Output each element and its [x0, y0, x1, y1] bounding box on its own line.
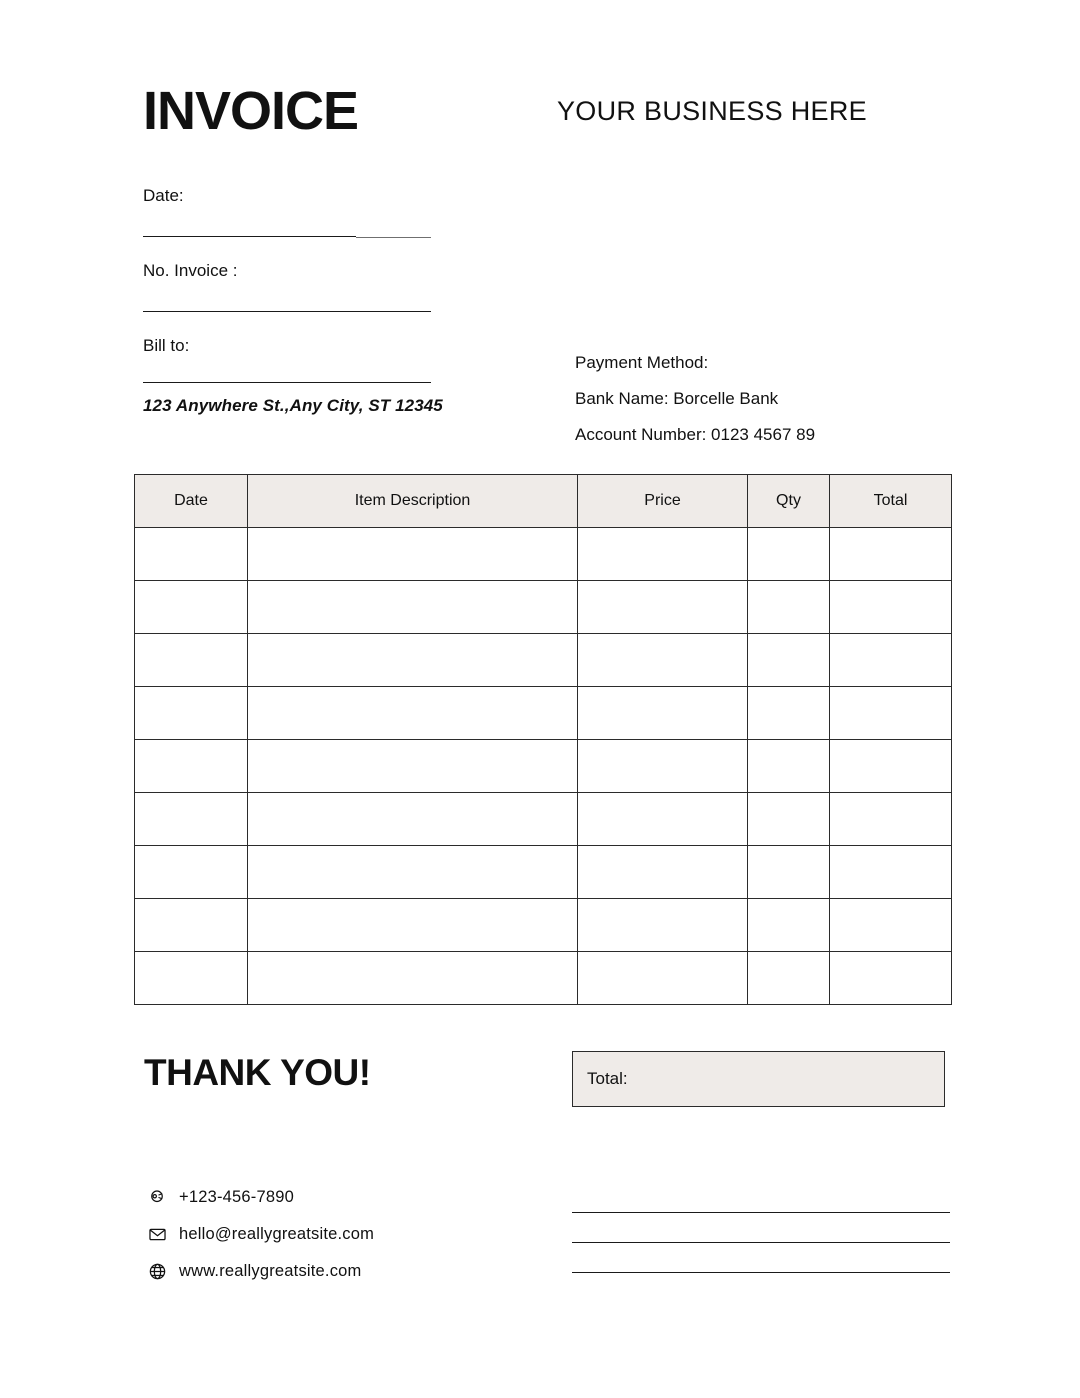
contact-list: [146, 1186, 506, 1282]
total-box[interactable]: [572, 1051, 945, 1107]
contact-item-website: [146, 1260, 506, 1282]
globe-icon: [146, 1260, 168, 1282]
table-row[interactable]: [135, 793, 952, 846]
document-header: [143, 82, 943, 152]
table-row[interactable]: [135, 846, 952, 899]
total-label: Total:: [587, 1069, 628, 1088]
cell-qty[interactable]: [748, 846, 830, 899]
cell-qty[interactable]: [748, 581, 830, 634]
table-row[interactable]: [135, 634, 952, 687]
cell-price[interactable]: [578, 581, 748, 634]
column-header-item-description: Item Description: [248, 475, 578, 528]
bill-to-label: Bill to:: [143, 336, 190, 355]
contact-item-phone: [146, 1186, 506, 1208]
column-header-total: Total: [830, 475, 952, 528]
contact-item-email: [146, 1223, 506, 1245]
signature-line-2[interactable]: [572, 1242, 950, 1243]
phone-icon: [146, 1186, 168, 1208]
gap-cell: [830, 528, 952, 581]
table-row[interactable]: [135, 952, 952, 1005]
cell-total[interactable]: [830, 952, 952, 1005]
cell-description[interactable]: [248, 634, 578, 687]
cell-price[interactable]: [578, 846, 748, 899]
bank-name: Bank Name: Borcelle Bank: [575, 389, 779, 408]
column-header-qty: Qty: [748, 475, 830, 528]
cell-date[interactable]: [135, 687, 248, 740]
bill-to-fill-line[interactable]: [143, 382, 431, 383]
bill-to-address: 123 Anywhere St.,Any City, ST 12345: [143, 396, 443, 415]
thank-you-heading: THANK YOU!: [144, 1052, 371, 1093]
cell-total[interactable]: [830, 687, 952, 740]
table-row[interactable]: [135, 740, 952, 793]
table-header-row: [135, 475, 952, 528]
gap-cell: [748, 528, 830, 581]
cell-description[interactable]: [248, 581, 578, 634]
cell-date[interactable]: [135, 846, 248, 899]
envelope-icon: [146, 1223, 168, 1245]
gap-cell: [135, 528, 248, 581]
cell-price[interactable]: [578, 687, 748, 740]
invoice-meta-left: [143, 184, 443, 416]
cell-description[interactable]: [248, 740, 578, 793]
payment-method-label: Payment Method:: [575, 353, 709, 372]
table-row[interactable]: [135, 687, 952, 740]
cell-qty[interactable]: [748, 793, 830, 846]
account-number: Account Number: 0123 4567 89: [575, 425, 816, 444]
signature-lines: [572, 1212, 950, 1273]
line-items-table-wrapper: [134, 474, 946, 1005]
contact-website-text: www.reallygreatsite.com: [179, 1261, 362, 1280]
column-header-date: Date: [135, 475, 248, 528]
cell-total[interactable]: [830, 846, 952, 899]
table-row[interactable]: [135, 581, 952, 634]
cell-description[interactable]: [248, 899, 578, 952]
gap-cell: [578, 528, 748, 581]
cell-date[interactable]: [135, 581, 248, 634]
table-row[interactable]: [135, 899, 952, 952]
cell-qty[interactable]: [748, 952, 830, 1005]
contact-email-text: hello@reallygreatsite.com: [179, 1224, 375, 1243]
signature-line-3[interactable]: [572, 1272, 950, 1273]
cell-total[interactable]: [830, 740, 952, 793]
date-fill-line[interactable]: [143, 236, 356, 237]
cell-qty[interactable]: [748, 740, 830, 793]
invoice-number-label: No. Invoice :: [143, 261, 238, 280]
cell-total[interactable]: [830, 634, 952, 687]
cell-price[interactable]: [578, 899, 748, 952]
cell-total[interactable]: [830, 581, 952, 634]
signature-line-1[interactable]: [572, 1212, 950, 1213]
cell-qty[interactable]: [748, 634, 830, 687]
cell-price[interactable]: [578, 634, 748, 687]
page-title: INVOICE: [143, 81, 359, 141]
date-label: Date:: [143, 186, 184, 205]
cell-date[interactable]: [135, 952, 248, 1005]
table-header-gap: [135, 528, 952, 581]
cell-price[interactable]: [578, 740, 748, 793]
column-header-price: Price: [578, 475, 748, 528]
cell-description[interactable]: [248, 687, 578, 740]
cell-date[interactable]: [135, 740, 248, 793]
cell-qty[interactable]: [748, 899, 830, 952]
cell-description[interactable]: [248, 793, 578, 846]
cell-total[interactable]: [830, 899, 952, 952]
cell-date[interactable]: [135, 634, 248, 687]
contact-phone-text: +123-456-7890: [179, 1187, 294, 1206]
cell-qty[interactable]: [748, 687, 830, 740]
line-items-table: [134, 474, 952, 1005]
cell-date[interactable]: [135, 899, 248, 952]
table-body: [135, 528, 952, 1005]
cell-description[interactable]: [248, 952, 578, 1005]
business-name: YOUR BUSINESS HERE: [557, 96, 867, 126]
cell-description[interactable]: [248, 846, 578, 899]
payment-details: [575, 352, 975, 446]
cell-price[interactable]: [578, 952, 748, 1005]
cell-date[interactable]: [135, 793, 248, 846]
invoice-number-fill-line[interactable]: [143, 311, 431, 312]
gap-cell: [248, 528, 578, 581]
cell-total[interactable]: [830, 793, 952, 846]
cell-price[interactable]: [578, 793, 748, 846]
